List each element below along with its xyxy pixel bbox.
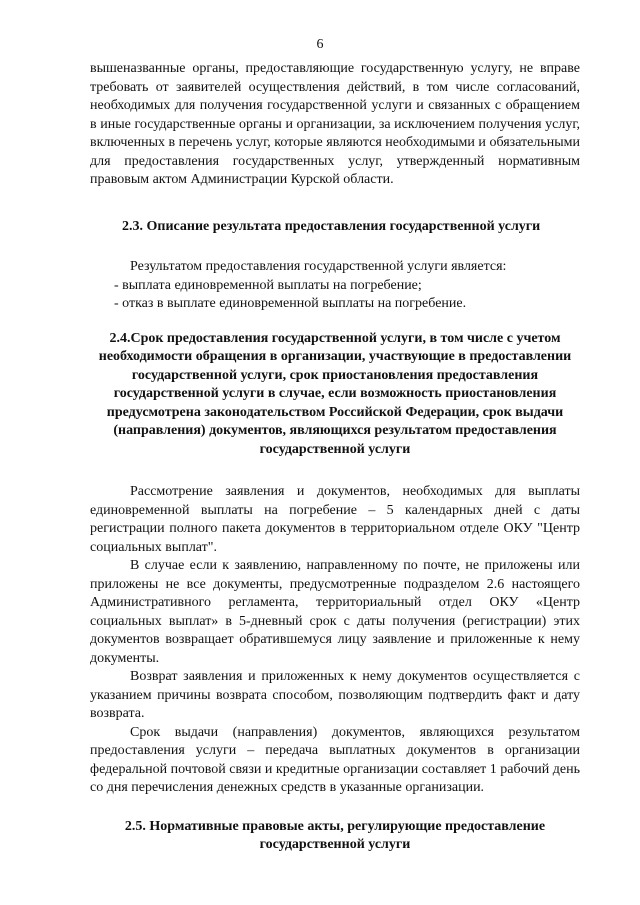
list-item: - отказ в выплате единовременной выплаты на погребение.	[114, 296, 467, 311]
section-2-4-body	[90, 483, 580, 798]
section-2-4-heading: 2.4.Срок предоставления государственной услуги, в том числе с учетом необходимости обращения в организации, участвующие в предоставлении государственной услуги, срок приостановления предоставления государственной услуги в случае, если возможность приостановления предусмотрена законодательством Российской Федерации, срок выдачи (направления) документов, являющихся результатом предоставления государственной услуги	[98, 330, 572, 457]
section-2-3-heading: 2.3. Описание результата предоставления государственной услуги	[122, 218, 541, 234]
section-2-3-result-list	[90, 258, 580, 314]
paragraph: Возврат заявления и приложенных к нему документов осуществляется с указанием причины возврата способом, позволяющим подтвердить факт и дату возврата.	[90, 669, 580, 721]
paragraph: Рассмотрение заявления и документов, необходимых для выплаты единовременной выплаты на погребение – 5 календарных дней с даты регистрации полного пакета документов в территориальном отделе ОКУ "Центр социальных выплат".	[90, 484, 580, 555]
list-item: - выплата единовременной выплаты на погребение;	[114, 277, 422, 293]
paragraph: В случае если к заявлению, направленному по почте, не приложены или приложены не все документы, предусмотренные подразделом 2.6 настоящего Административного регламента, территориальный отдел ОКУ «Центр социальных выплат» в 5-дневный срок с даты получения (регистрации) этих документов возвращает обратившемуся лицу заявление и приложенные к нему документы.	[90, 558, 580, 666]
intro-paragraph: вышеназванные органы, предоставляющие государственную услугу, не вправе требовать от заявителей осуществления действий, в том числе согласований, необходимых для получения государственной услуги и связанных с обращением в иные государственные органы и организации, за исключением получения услуг, включенных в перечень услуг, которые являются необходимыми и обязательными для предоставления государственных услуг, утвержденный нормативным правовым актом Администрации Курской области.	[90, 61, 580, 187]
page-number: 6	[316, 37, 324, 52]
paragraph: Срок выдачи (направления) документов, являющихся результатом предоставления услуги – передача выплатных документов в организации федеральной почтовой связи и кредитные организации составляет 1 рабочий день со дня перечисления денежных средств в указанные организации.	[90, 724, 580, 795]
section-2-5-heading: 2.5. Нормативные правовые акты, регулирующие предоставление государственной услуги	[124, 818, 546, 852]
section-2-3-lead: Результатом предоставления государственной услуги является:	[130, 259, 507, 274]
document-body	[90, 60, 580, 855]
